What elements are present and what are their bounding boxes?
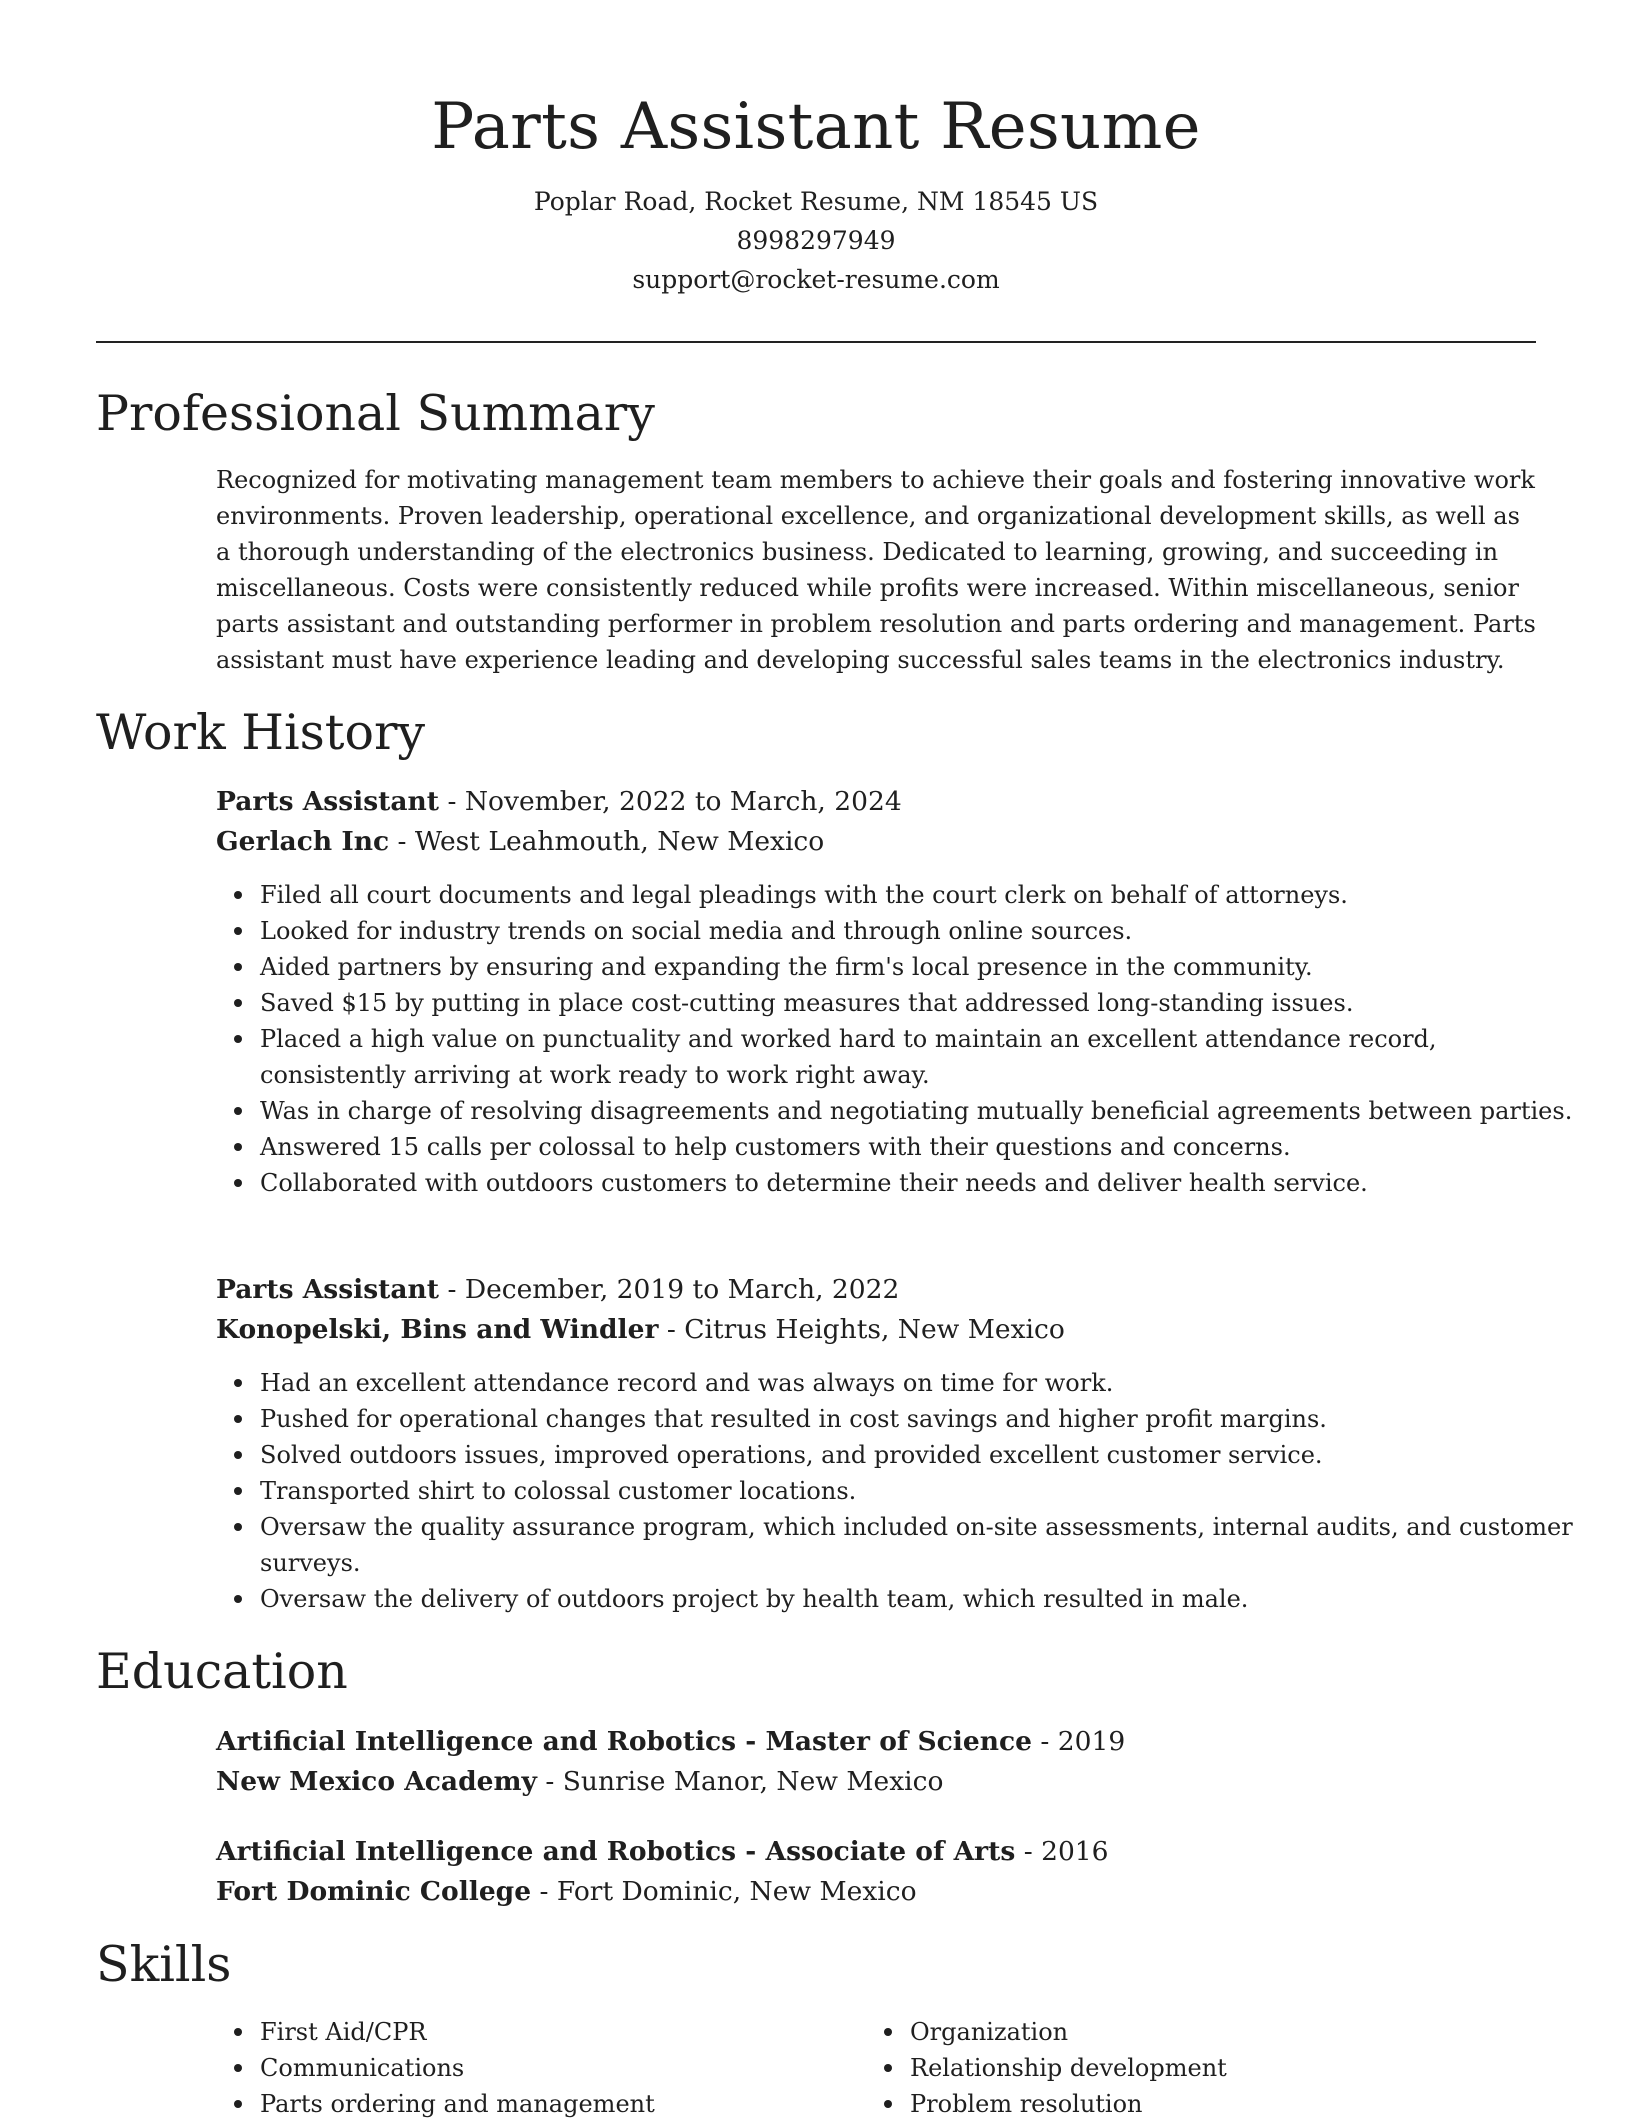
education-2-degree-line xyxy=(216,1832,1536,1872)
job-location: - Citrus Heights, New Mexico xyxy=(658,1314,1065,1345)
skill-item: First Aid/CPR xyxy=(260,2014,880,2050)
contact-address: Poplar Road, Rocket Resume, NM 18545 US xyxy=(533,187,1099,216)
list-item: Oversaw the delivery of outdoors project by health team, which resulted in male. xyxy=(260,1581,1580,1617)
education-1-degree-line xyxy=(216,1722,1536,1762)
job-location: - West Leahmouth, New Mexico xyxy=(389,826,825,857)
contact-block xyxy=(96,182,1536,299)
job-company: Konopelski, Bins and Windler xyxy=(216,1314,659,1345)
education-heading: Education xyxy=(96,1643,348,1700)
education-year: - 2016 xyxy=(1015,1836,1109,1867)
education-school: New Mexico Academy xyxy=(216,1766,537,1797)
contact-email: support@rocket-resume.com xyxy=(632,265,1000,294)
skills-list-right xyxy=(866,2014,1530,2122)
list-item: Was in charge of resolving disagreements and negotiating mutually beneficial agreements between parties. xyxy=(260,1093,1580,1129)
list-item: Oversaw the quality assurance program, which included on-site assessments, internal audits, and customer surveys. xyxy=(260,1509,1580,1581)
job-1-title-line xyxy=(216,782,1536,822)
list-item: Answered 15 calls per colossal to help customers with their questions and concerns. xyxy=(260,1129,1580,1165)
education-school: Fort Dominic College xyxy=(216,1876,532,1907)
education-field: Artificial Intelligence and Robotics xyxy=(216,1836,737,1867)
header-divider xyxy=(96,341,1536,343)
list-item: Collaborated with outdoors customers to determine their needs and deliver health service. xyxy=(260,1165,1580,1201)
skill-item: Relationship development xyxy=(910,2050,1530,2086)
list-item: Saved $15 by putting in place cost-cutting measures that addressed long-standing issues. xyxy=(260,985,1580,1021)
contact-phone: 8998297949 xyxy=(736,226,896,255)
list-item: Looked for industry trends on social media and through online sources. xyxy=(260,913,1580,949)
summary-heading: Professional Summary xyxy=(96,385,655,442)
skill-item: Communications xyxy=(260,2050,880,2086)
work-history-heading: Work History xyxy=(96,704,426,761)
job-1-company-line xyxy=(216,822,1536,862)
job-2-bullets xyxy=(216,1365,1580,1617)
skill-item: Problem resolution xyxy=(910,2086,1530,2122)
education-location: - Fort Dominic, New Mexico xyxy=(531,1876,917,1907)
list-item: Aided partners by ensuring and expanding the firm's local presence in the community. xyxy=(260,949,1580,985)
skills-heading: Skills xyxy=(96,1936,232,1993)
job-1-bullets xyxy=(216,877,1580,1201)
list-item: Placed a high value on punctuality and worked hard to maintain an excellent attendance record, consistently arriving at work ready to work right away. xyxy=(260,1021,1580,1093)
job-2-company-line xyxy=(216,1310,1536,1350)
skill-item: Parts ordering and management xyxy=(260,2086,880,2122)
resume-header xyxy=(96,82,1536,299)
education-field: Artificial Intelligence and Robotics xyxy=(216,1726,737,1757)
list-item: Solved outdoors issues, improved operations, and provided excellent customer service. xyxy=(260,1437,1580,1473)
list-item: Had an excellent attendance record and was always on time for work. xyxy=(260,1365,1580,1401)
education-year: - 2019 xyxy=(1032,1726,1126,1757)
job-dates: - December, 2019 to March, 2022 xyxy=(439,1274,900,1305)
education-location: - Sunrise Manor, New Mexico xyxy=(536,1766,944,1797)
education-degree: - Associate of Arts xyxy=(736,1836,1016,1867)
skills-list-left xyxy=(216,2014,880,2122)
list-item: Transported shirt to colossal customer locations. xyxy=(260,1473,1580,1509)
job-title: Parts Assistant xyxy=(216,1274,440,1305)
list-item: Filed all court documents and legal pleadings with the court clerk on behalf of attorneys. xyxy=(260,877,1580,913)
summary-text: Recognized for motivating management team members to achieve their goals and fostering innovative work environments. Proven leadership, operational excellence, and organizational development skills, as well as a thorough understanding of the electronics business. Dedicated to learning, growing, and succeeding in miscellaneous. Costs were consistently reduced while profits were increased. Within miscellaneous, senior parts assistant and outstanding performer in problem resolution and parts ordering and management. Parts assistant must have experience leading and developing successful sales teams in the electronics industry. xyxy=(216,466,1536,674)
skill-item: Organization xyxy=(910,2014,1530,2050)
education-2-school-line xyxy=(216,1872,1536,1912)
job-dates: - November, 2022 to March, 2024 xyxy=(439,786,902,817)
resume-title: Parts Assistant Resume xyxy=(431,90,1201,164)
education-1-school-line xyxy=(216,1762,1536,1802)
job-company: Gerlach Inc xyxy=(216,826,390,857)
job-title: Parts Assistant xyxy=(216,786,440,817)
list-item: Pushed for operational changes that resulted in cost savings and higher profit margins. xyxy=(260,1401,1580,1437)
education-degree: - Master of Science xyxy=(736,1726,1032,1757)
job-2-title-line xyxy=(216,1270,1536,1310)
